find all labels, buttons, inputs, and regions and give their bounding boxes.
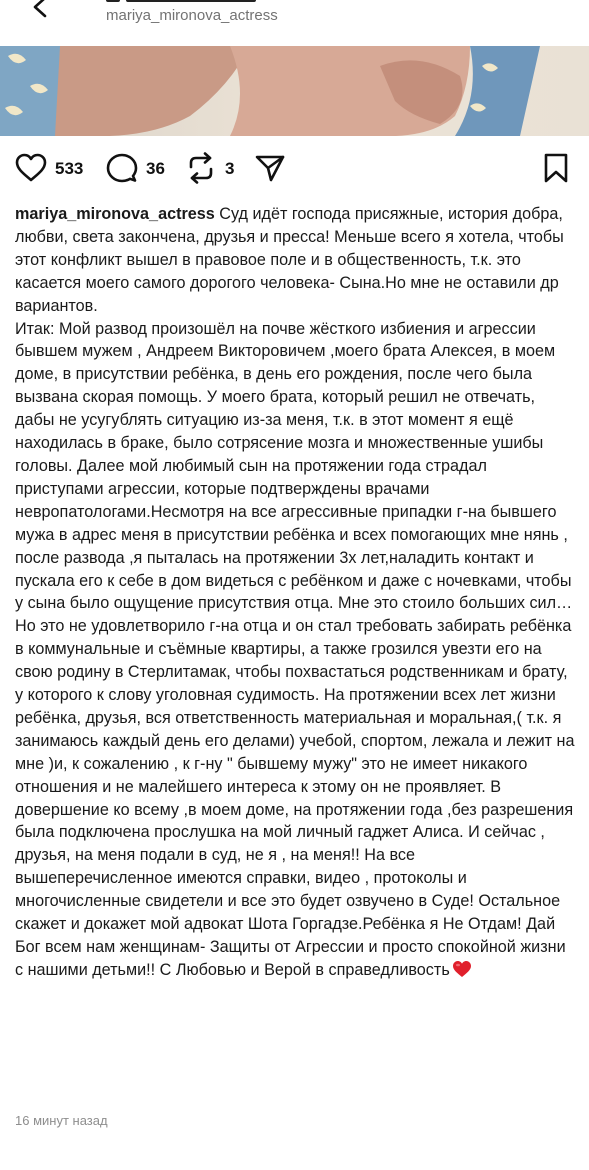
- photo-image: [0, 46, 589, 136]
- comment-bubble-icon[interactable]: [106, 153, 138, 183]
- post-timestamp: 16 минут назад: [15, 1113, 108, 1128]
- post-caption: [15, 203, 575, 982]
- like-count[interactable]: 533: [55, 159, 84, 178]
- post-photo[interactable]: [0, 46, 589, 136]
- back-chevron-icon[interactable]: [30, 0, 52, 18]
- caption-body-paragraph: [15, 318, 575, 982]
- caption-intro-paragraph: [15, 203, 575, 318]
- caption-username[interactable]: mariya_mironova_actress: [15, 205, 215, 223]
- red-heart-icon: [452, 960, 472, 978]
- caption-body-text: Итак: Мой развод произошёл на почве жёсткого избиения и агрессии бывшем мужем , Андреем Викторовичем ,моего брата Алексея, в моем доме, в присутствии ребёнка, в день его рождения, после чего была вызвана скорая помощь. У моего брата, который решил не отвечать, дабы не усугублять ситуацию из-за меня, т.к. в этот момент я ещё находилась в браке, было сотрясение мозга и множественные ушибы головы. Далее мой любимый сын на протяжении года страдал приступами агрессии, которые подтверждены врачами невропатологами.Несмотря на все агрессивные припадки г-на бывшего мужа в адрес меня в присутствии ребёнка и всех помогающих мне нянь , после развода ,я пыталась на протяжении 3х лет,наладить контакт и пускала его к себе в дом видеться с ребёнком и даже с ночевками, чтобы у сына было ощущение присутствия отца. Мне это стоило больших сил… Но это не удовлетворило г-на отца и он стал требовать забирать ребёнка в коммунальные и съёмные квартиры, а также грозился увезти его на свою родину в Стерлитамак, чтобы похвастаться родственникам и брату, у которого к слову уголовная судимость. На протяжении всех лет жизни ребёнка, друзья, вся ответственность материальная и моральная,( т.к. я занимаюсь каждый день его делами) учебой, спортом, лежала и лежит на мне )и, к сожалению , к г-ну " бывшему мужу" это не имеет никакого отношения и не малейшего интереса к этому он не проявляет. В довершение ко всему ,в моем доме, на протяжении года ,без разрешения была подключена прослушка на мой личный гаджет Алиса. И сейчас , друзья, на меня подали в суд, не я , на меня!! На все вышеперечисленное имеются справки, видео , протоколы и многочисленные свидетели и все это будет озвучено в Суде! Остальное скажет и докажет мой адвокат Шота Горгадзе.Ребёнка я Не Отдам! Дай Бог всем нам женщинам- Защиты от Агрессии и просто спокойной жизни с нашими детьми!! С Любовью и Верой в справедливость: [15, 319, 575, 979]
- caption-intro-text: Суд идёт господа присяжные, история добра, любви, света закончена, друзья и пресса! Меньше всего я хотела, чтобы этот конфликт вышел в правовое поле и в общественность, т.к. это касается моего самого дорогого человека- Сына.Но мне не оставили др вариантов.: [15, 205, 564, 315]
- header-username[interactable]: mariya_mironova_actress: [106, 7, 278, 24]
- bookmark-icon[interactable]: [543, 152, 569, 184]
- action-bar: [0, 144, 589, 192]
- header-title-cropped: [106, 0, 326, 2]
- repost-count[interactable]: 3: [225, 159, 235, 178]
- post-header: [0, 0, 589, 46]
- share-send-icon[interactable]: [254, 153, 286, 183]
- comment-count[interactable]: 36: [146, 159, 165, 178]
- repost-icon[interactable]: [186, 152, 216, 184]
- like-heart-icon[interactable]: [15, 153, 47, 183]
